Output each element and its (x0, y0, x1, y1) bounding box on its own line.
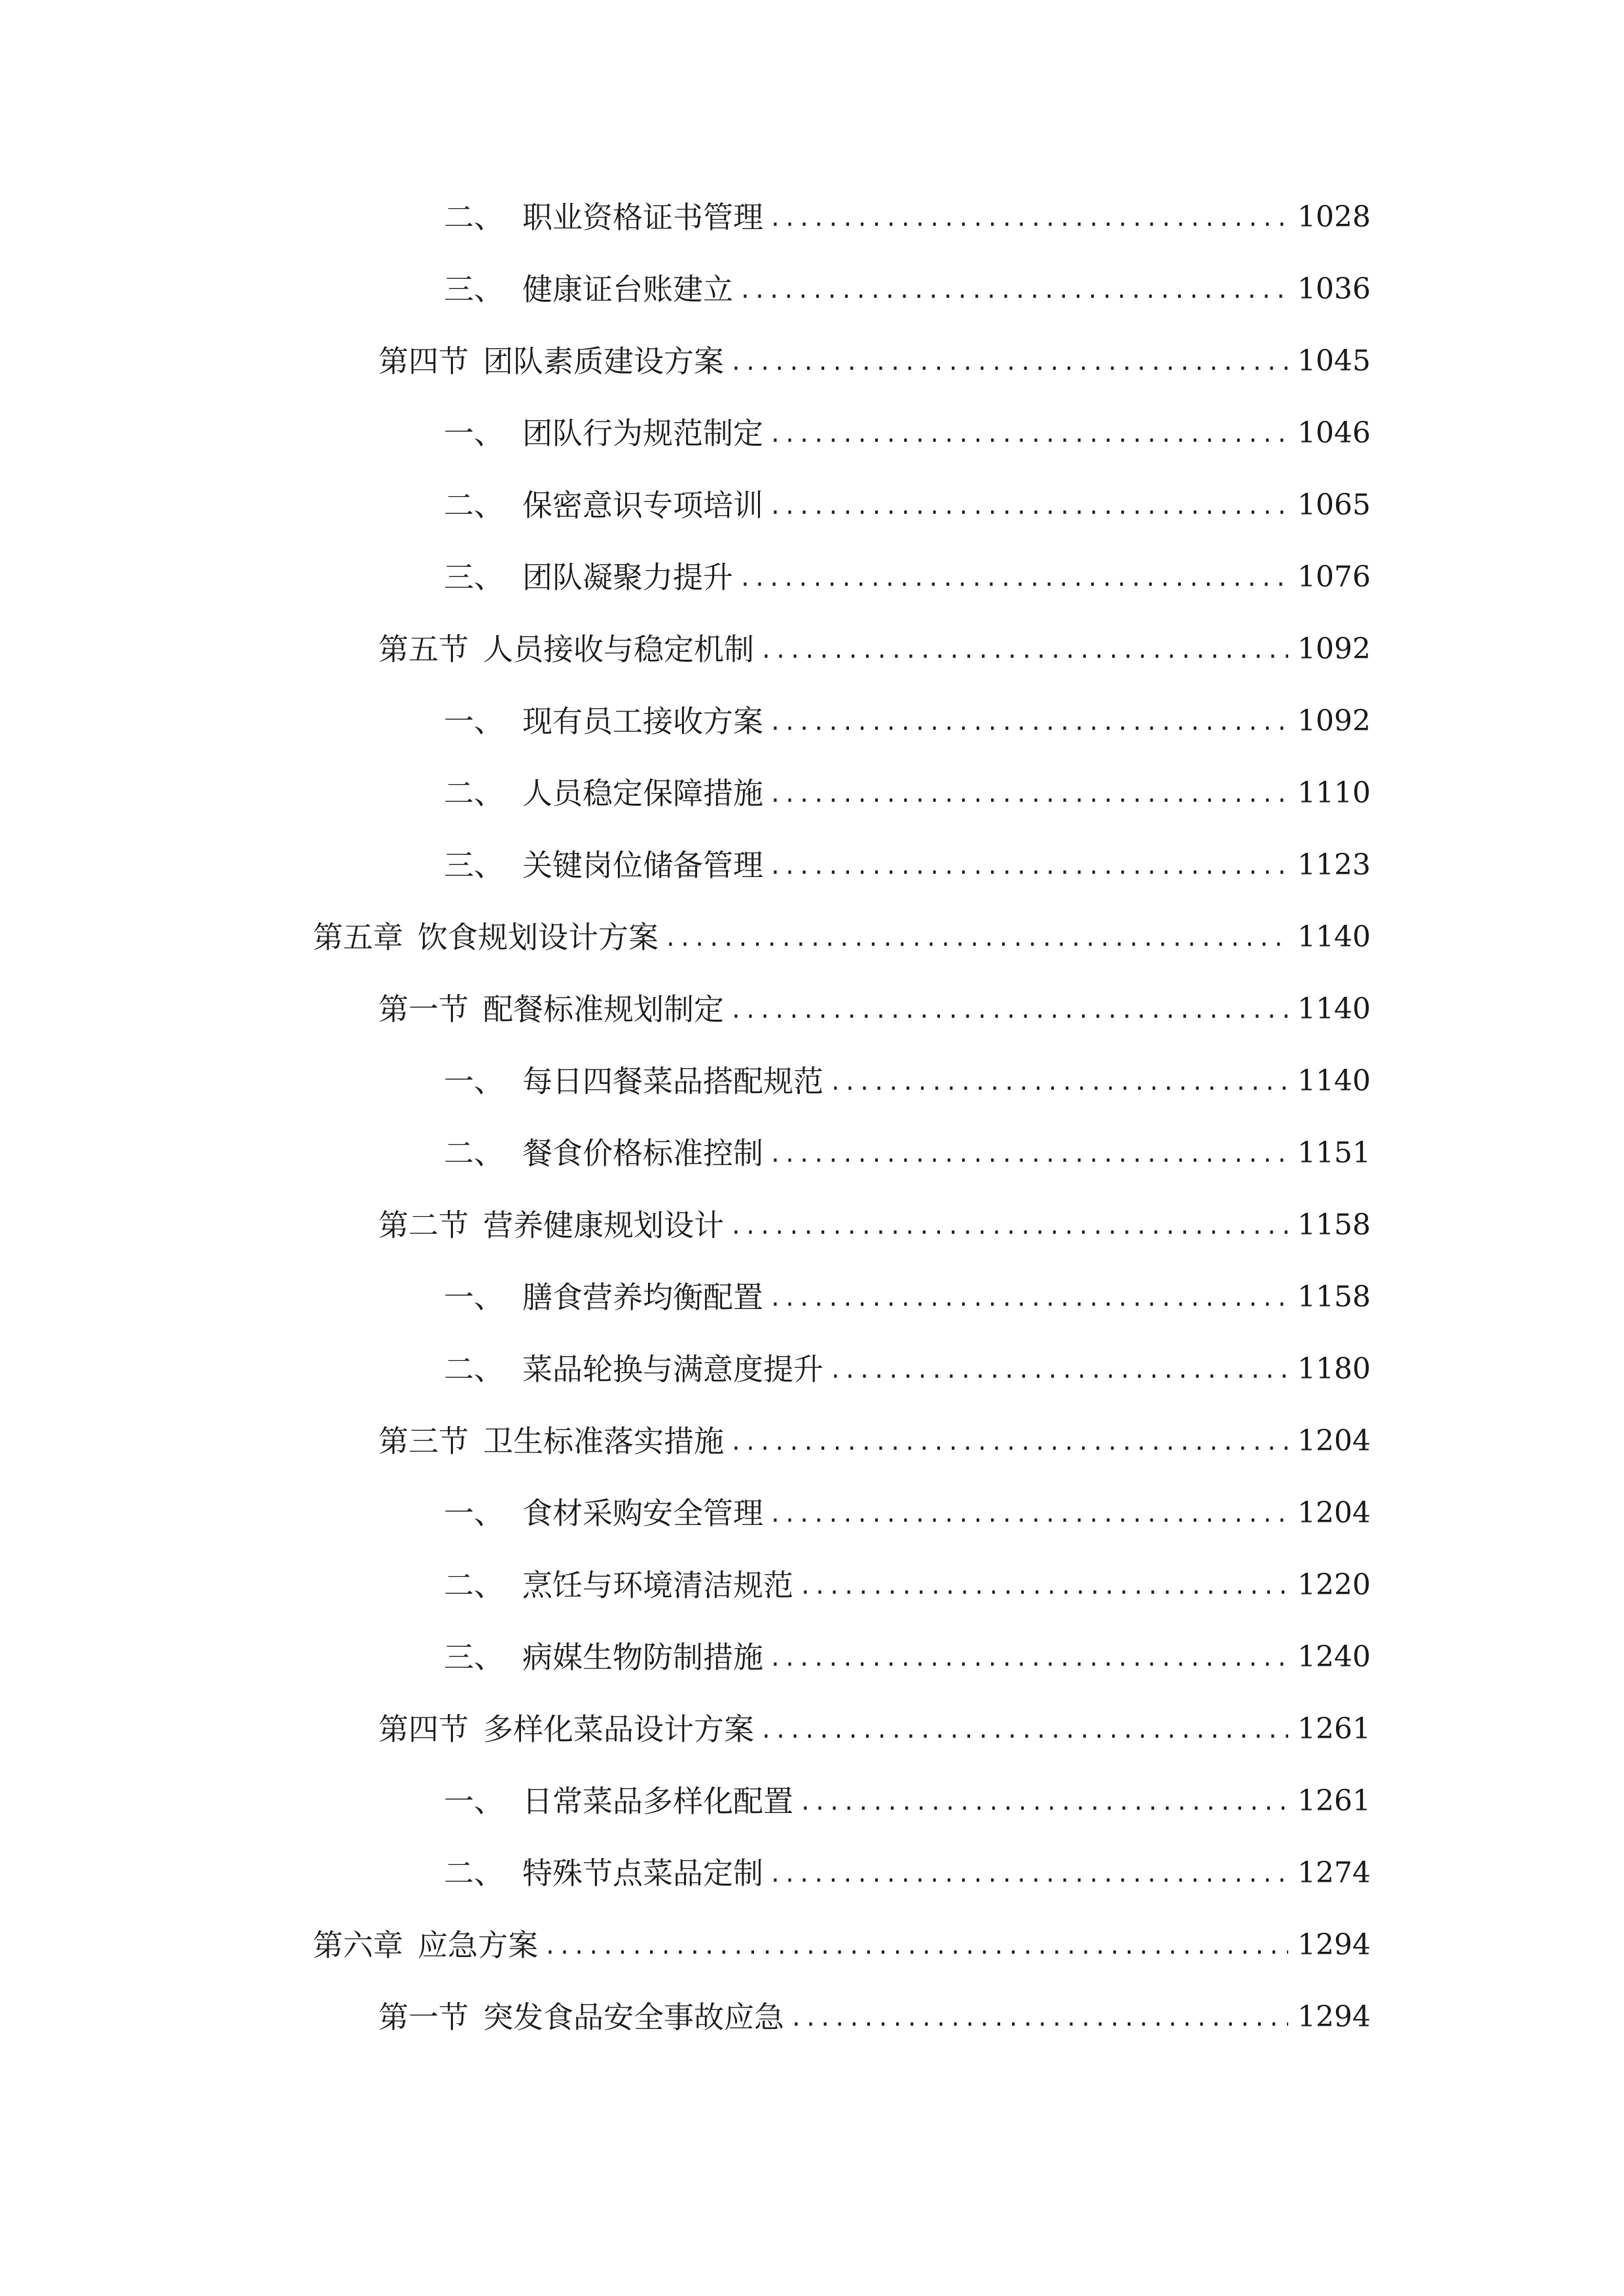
toc-entry-prefix: 三、 (444, 272, 504, 307)
dot-leader (666, 911, 1288, 963)
toc-entry[interactable] (444, 1847, 1371, 1899)
toc-entry[interactable] (444, 1775, 1371, 1827)
toc-entry-page: 1204 (1297, 1424, 1371, 1458)
toc-entry-title: 团队行为规范制定 (522, 416, 763, 451)
dot-leader (831, 1055, 1288, 1107)
toc-entry-title: 膳食营养均衡配置 (522, 1280, 763, 1315)
toc-entry-prefix: 第一节 (378, 2000, 469, 2035)
dot-leader (771, 407, 1288, 459)
dot-leader (546, 1919, 1288, 1971)
toc-entry-page: 1046 (1297, 416, 1371, 450)
toc-entry-page: 1294 (1297, 2000, 1371, 2034)
toc-entry-page: 1110 (1297, 776, 1371, 810)
toc-entry-page: 1140 (1297, 1064, 1371, 1098)
toc-entry-title: 突发食品安全事故应急 (483, 2000, 784, 2035)
toc-entry-prefix: 二、 (444, 488, 504, 523)
dot-leader (831, 1343, 1288, 1395)
toc-entry-title: 特殊节点菜品定制 (522, 1856, 763, 1891)
toc-entry-page: 1261 (1297, 1712, 1371, 1746)
dot-leader (771, 1631, 1288, 1683)
toc-entry-prefix: 一、 (444, 704, 504, 739)
toc-entry[interactable] (444, 1127, 1371, 1179)
toc-entry-prefix: 二、 (444, 1136, 504, 1171)
toc-entry-title: 每日四餐菜品搭配规范 (522, 1064, 823, 1099)
toc-entry-prefix: 第六章 (313, 1928, 403, 1963)
toc-entry[interactable] (444, 263, 1371, 315)
toc-entry-title: 应急方案 (418, 1928, 538, 1963)
toc-entry-page: 1140 (1297, 992, 1371, 1026)
dot-leader (792, 1991, 1288, 2043)
toc-entry[interactable] (444, 1271, 1371, 1323)
toc-entry-prefix: 一、 (444, 416, 504, 451)
dot-leader (762, 1703, 1288, 1755)
toc-entry-prefix: 第五节 (378, 632, 469, 667)
toc-entry-page: 1274 (1297, 1856, 1371, 1890)
toc-entry-prefix: 一、 (444, 1784, 504, 1819)
dot-leader (771, 479, 1288, 531)
toc-entry-title: 关键岗位储备管理 (522, 848, 763, 883)
toc-entry-page: 1294 (1297, 1928, 1371, 1962)
toc-entry-prefix: 二、 (444, 200, 504, 235)
toc-entry[interactable] (313, 1919, 1371, 1971)
toc-entry[interactable] (378, 983, 1371, 1035)
toc-entry-title: 人员接收与稳定机制 (483, 632, 754, 667)
toc-entry-title: 病媒生物防制措施 (522, 1640, 763, 1675)
toc-entry-title: 人员稳定保障措施 (522, 776, 763, 811)
toc-entry-page: 1180 (1297, 1352, 1371, 1386)
dot-leader (771, 767, 1288, 819)
toc-entry[interactable] (444, 551, 1371, 603)
toc-entry[interactable] (444, 1055, 1371, 1107)
dot-leader (771, 695, 1288, 747)
toc-entry[interactable] (378, 1199, 1371, 1251)
toc-entry[interactable] (378, 1703, 1371, 1755)
dot-leader (732, 1199, 1288, 1251)
toc-entry-page: 1158 (1297, 1280, 1371, 1314)
toc-entry-page: 1204 (1297, 1496, 1371, 1530)
toc-entry-prefix: 第四节 (378, 1712, 469, 1747)
toc-entry[interactable] (444, 1343, 1371, 1395)
toc-entry-prefix: 第一节 (378, 992, 469, 1027)
toc-entry-prefix: 二、 (444, 1856, 504, 1891)
toc-entry[interactable] (444, 479, 1371, 531)
dot-leader (801, 1559, 1288, 1611)
dot-leader (741, 263, 1288, 315)
toc-entry[interactable] (444, 1631, 1371, 1683)
toc-entry-title: 团队凝聚力提升 (522, 560, 733, 595)
toc-entry-prefix: 三、 (444, 1640, 504, 1675)
dot-leader (771, 191, 1288, 243)
toc-entry-page: 1158 (1297, 1208, 1371, 1242)
toc-entry-title: 餐食价格标准控制 (522, 1136, 763, 1171)
toc-entry-title: 营养健康规划设计 (483, 1208, 724, 1243)
toc-entry-title: 食材采购安全管理 (522, 1496, 763, 1531)
dot-leader (732, 1415, 1288, 1467)
toc-entry-page: 1261 (1297, 1784, 1371, 1818)
toc-entry-page: 1065 (1297, 488, 1371, 522)
dot-leader (732, 335, 1288, 387)
toc-entry-title: 健康证台账建立 (522, 272, 733, 307)
dot-leader (771, 1271, 1288, 1323)
toc-entry-prefix: 一、 (444, 1280, 504, 1315)
toc-entry[interactable] (378, 623, 1371, 675)
toc-entry-title: 保密意识专项培训 (522, 488, 763, 523)
toc-entry[interactable] (378, 1991, 1371, 2043)
toc-entry-title: 烹饪与环境清洁规范 (522, 1568, 793, 1603)
dot-leader (762, 623, 1288, 675)
toc-entry-page: 1220 (1297, 1568, 1371, 1602)
dot-leader (771, 1127, 1288, 1179)
toc-entry[interactable] (444, 191, 1371, 243)
toc-entry-page: 1240 (1297, 1640, 1371, 1674)
toc-entry-page: 1140 (1297, 920, 1371, 954)
toc-entry-title: 日常菜品多样化配置 (522, 1784, 793, 1819)
dot-leader (732, 983, 1288, 1035)
toc-entry-prefix: 一、 (444, 1064, 504, 1099)
toc-entry-page: 1028 (1297, 200, 1371, 234)
toc-entry[interactable] (313, 911, 1371, 963)
toc-entry-prefix: 第三节 (378, 1424, 469, 1459)
toc-entry-prefix: 二、 (444, 1568, 504, 1603)
toc-entry-title: 菜品轮换与满意度提升 (522, 1352, 823, 1387)
toc-entry-prefix: 第二节 (378, 1208, 469, 1243)
toc-entry-title: 职业资格证书管理 (522, 200, 763, 235)
toc-entry-prefix: 三、 (444, 848, 504, 883)
toc-entry-title: 饮食规划设计方案 (418, 920, 659, 955)
toc-entry-page: 1036 (1297, 272, 1371, 306)
toc-entry-title: 多样化菜品设计方案 (483, 1712, 754, 1747)
toc-entry[interactable] (444, 839, 1371, 891)
toc-entry[interactable] (444, 1487, 1371, 1539)
dot-leader (741, 551, 1288, 603)
dot-leader (771, 839, 1288, 891)
toc-entry-page: 1045 (1297, 344, 1371, 378)
toc-entry-page: 1092 (1297, 704, 1371, 738)
toc-entry-prefix: 第四节 (378, 344, 469, 379)
toc-entry-prefix: 二、 (444, 776, 504, 811)
toc-entry-title: 现有员工接收方案 (522, 704, 763, 739)
toc-entry-page: 1151 (1297, 1136, 1371, 1170)
toc-entry-page: 1123 (1297, 848, 1371, 882)
dot-leader (801, 1775, 1288, 1827)
toc-entry-title: 卫生标准落实措施 (483, 1424, 724, 1459)
toc-entry[interactable] (444, 695, 1371, 747)
toc-entry-page: 1076 (1297, 560, 1371, 594)
toc-entry[interactable] (444, 407, 1371, 459)
toc-entry-prefix: 二、 (444, 1352, 504, 1387)
toc-entry[interactable] (444, 767, 1371, 819)
toc-entry[interactable] (378, 335, 1371, 387)
toc-entry[interactable] (444, 1559, 1371, 1611)
toc-entry-title: 团队素质建设方案 (483, 344, 724, 379)
toc-entry-prefix: 一、 (444, 1496, 504, 1531)
toc-entry[interactable] (378, 1415, 1371, 1467)
toc-entry-page: 1092 (1297, 632, 1371, 666)
dot-leader (771, 1847, 1288, 1899)
toc-entry-prefix: 第五章 (313, 920, 403, 955)
toc-entry-prefix: 三、 (444, 560, 504, 595)
dot-leader (771, 1487, 1288, 1539)
toc-entry-title: 配餐标准规划制定 (483, 992, 724, 1027)
